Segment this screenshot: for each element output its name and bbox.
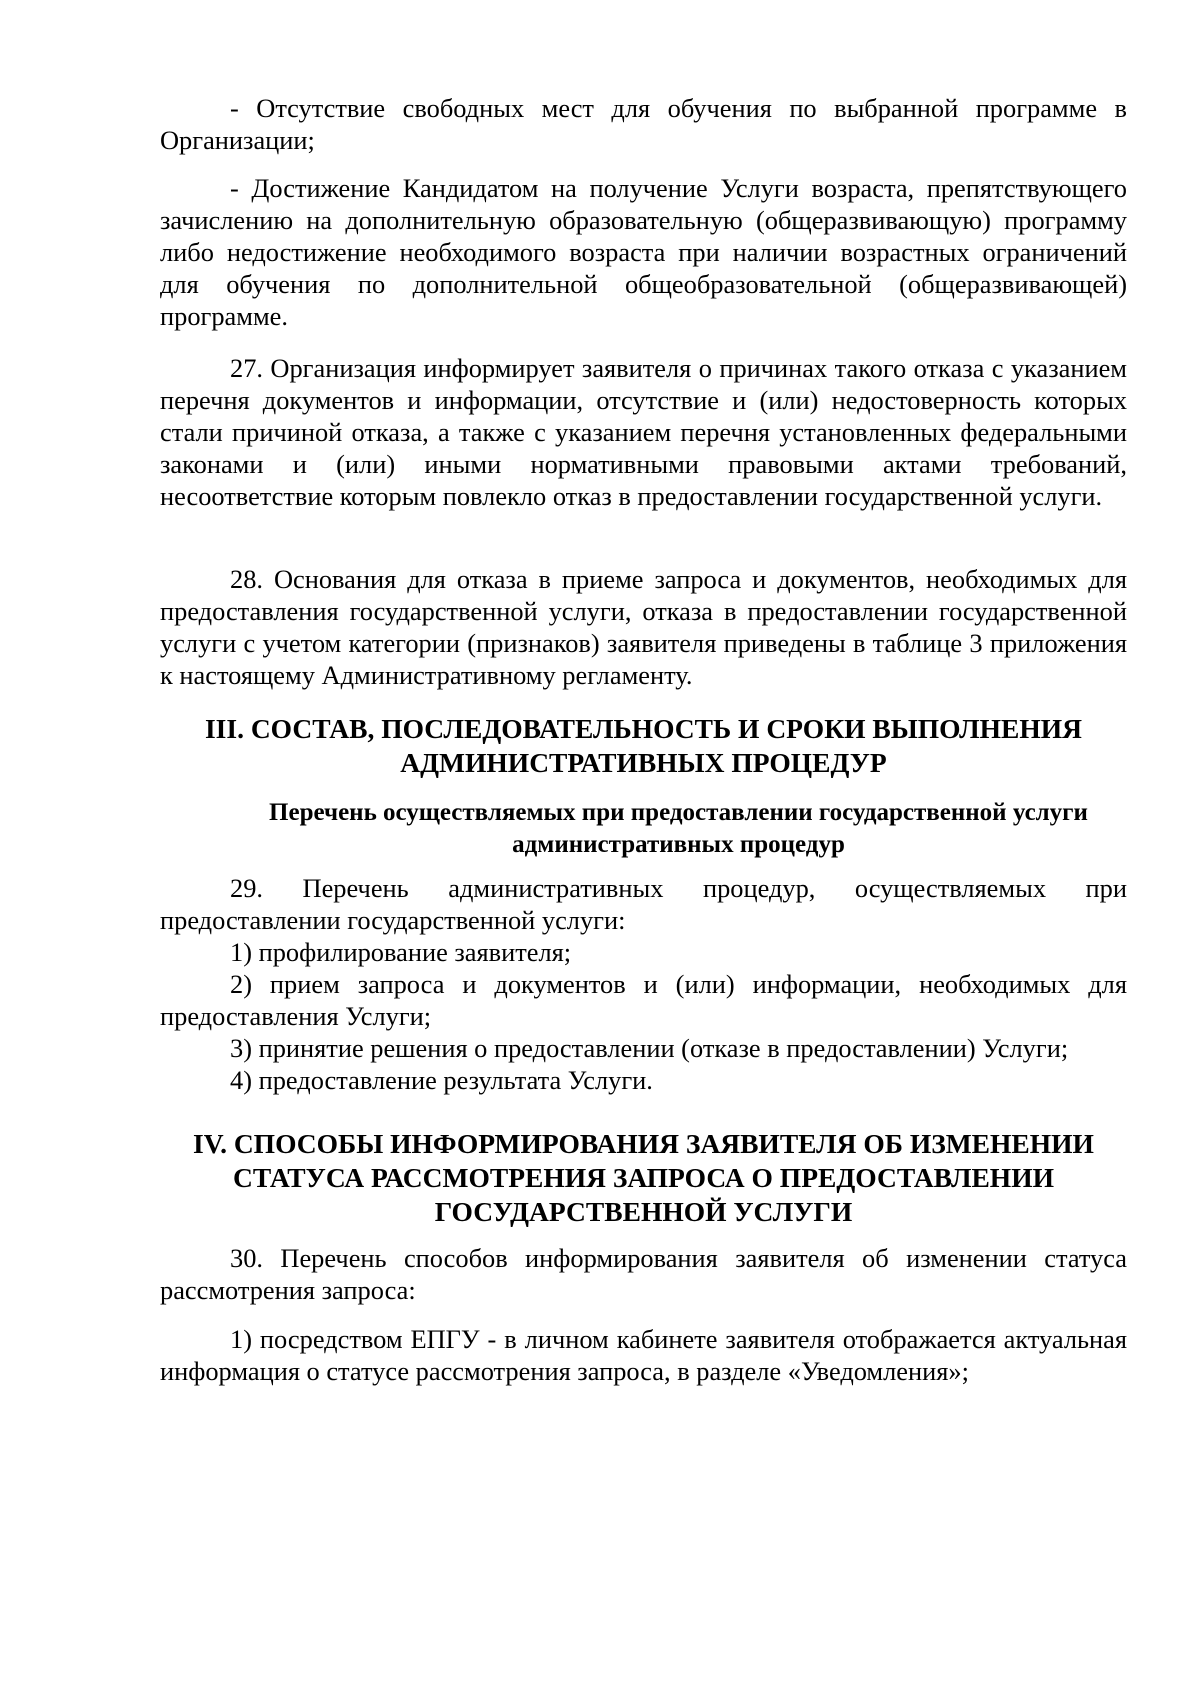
block-paragraph-28 <box>160 563 1127 691</box>
paragraph-30-item-1: 1) посредством ЕПГУ - в личном кабинете заявителя отображается актуальная информация о статусе рассмотрения запроса, в разделе «Уведомления»; <box>160 1324 1127 1386</box>
list-item-procedure: 2) прием запроса и документов и (или) информации, необходимых для предоставления Услуги; <box>160 969 1127 1031</box>
block-paragraph-30 <box>160 1242 1127 1306</box>
block-paragraph-30-1 <box>160 1323 1127 1387</box>
section-3-subtitle: Перечень осуществляемых при предоставлении государственной услуги административных процедур <box>269 799 1088 858</box>
paragraph-age-reason: - Достижение Кандидатом на получение Услуги возраста, препятствующего зачислению на дополнительную образовательную (общеразвивающую) программу либо недостижение необходимого возраста при наличии возрастных ограничений для обучения по дополнительной общеобразовательной (общеразвивающей) программе. <box>160 173 1127 331</box>
block-paragraph-29 <box>160 872 1127 1096</box>
paragraph-absence-of-places: - Отсутствие свободных мест для обучения по выбранной программе в Организации; <box>160 93 1127 155</box>
paragraph-30: 30. Перечень способов информирования заявителя об изменении статуса рассмотрения запроса: <box>160 1243 1127 1305</box>
block-paragraph-27 <box>160 352 1127 512</box>
block-absence-of-places <box>160 92 1127 156</box>
section-4-title: IV. СПОСОБЫ ИНФОРМИРОВАНИЯ ЗАЯВИТЕЛЯ ОБ ИЗМЕНЕНИИ СТАТУСА РАССМОТРЕНИЯ ЗАПРОСА О ПРЕДОСТАВЛЕНИИ ГОСУДАРСТВЕННОЙ УСЛУГИ <box>193 1128 1094 1227</box>
paragraph-29: 29. Перечень административных процедур, осуществляемых при предоставлении государственной услуги: <box>160 873 1127 935</box>
section-3-title: III. СОСТАВ, ПОСЛЕДОВАТЕЛЬНОСТЬ И СРОКИ ВЫПОЛНЕНИЯ АДМИНИСТРАТИВНЫХ ПРОЦЕДУР <box>204 713 1083 778</box>
list-item-procedure: 4) предоставление результата Услуги. <box>230 1065 653 1095</box>
block-age-reason <box>160 172 1127 332</box>
paragraph-27: 27. Организация информирует заявителя о причинах такого отказа с указанием перечня документов и информации, отсутствие и (или) недостоверность которых стали причиной отказа, а также с указанием перечня установленных федеральными законами и (или) иными нормативными правовыми актами требований, несоответствие которым повлекло отказ в предоставлении государственной услуги. <box>160 353 1127 511</box>
list-item-procedure: 3) принятие решения о предоставлении (отказе в предоставлении) Услуги; <box>230 1033 1069 1063</box>
list-item-procedure: 1) профилирование заявителя; <box>230 937 572 967</box>
paragraph-28: 28. Основания для отказа в приеме запроса и документов, необходимых для предоставления государственной услуги, отказа в предоставлении государственной услуги с учетом категории (признаков) заявителя приведены в таблице 3 приложения к настоящему Административному регламенту. <box>160 564 1127 690</box>
